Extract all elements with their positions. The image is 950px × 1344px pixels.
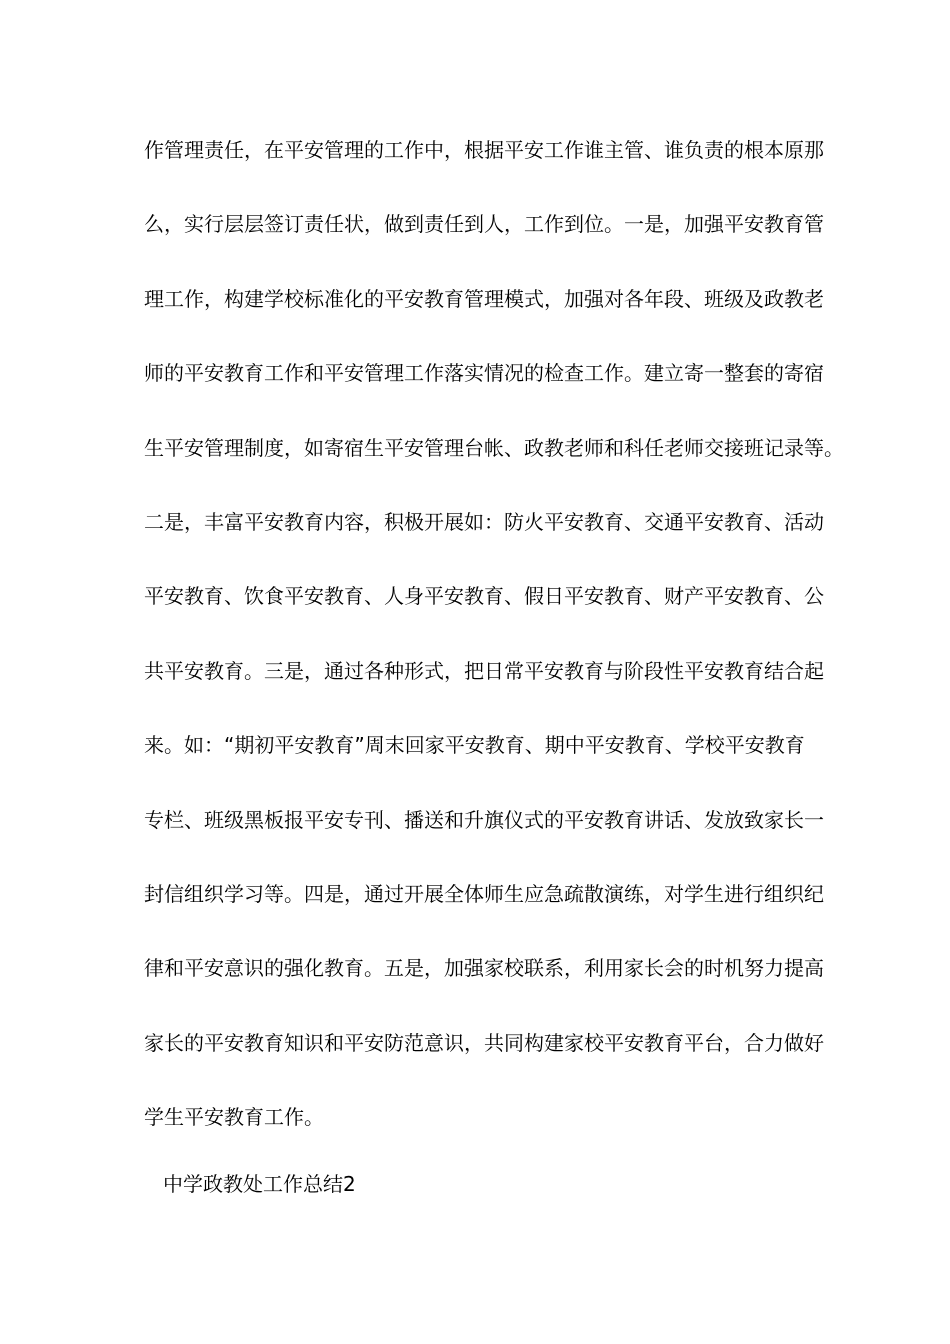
text-line: 家长的平安教育知识和平安防范意识，共同构建家校平安教育平台，合力做好 <box>144 1030 824 1055</box>
text-line: 律和平安意识的强化教育。五是，加强家校联系，利用家长会的时机努力提高 <box>144 956 824 981</box>
text-line: 封信组织学习等。四是，通过开展全体师生应急疏散演练，对学生进行组织纪 <box>144 881 824 906</box>
text-line: 师的平安教育工作和平安管理工作落实情况的检查工作。建立寄一整套的寄宿 <box>144 361 824 386</box>
text-line: 专栏、班级黑板报平安专刊、播送和升旗仪式的平安教育讲话、发放致家长一 <box>144 807 824 832</box>
text-line: 来。如：“期初平安教育”周末回家平安教育、期中平安教育、学校平安教育 <box>144 733 805 758</box>
text-line: 作管理责任，在平安管理的工作中，根据平安工作谁主管、谁负责的根本原那 <box>144 138 824 162</box>
text-line: 二是，丰富平安教育内容，积极开展如：防火平安教育、交通平安教育、活动 <box>144 509 824 534</box>
body-paragraph <box>144 128 844 1169</box>
text-line: 生平安管理制度，如寄宿生平安管理台帐、政教老师和科任老师交接班记录等。 <box>144 435 844 460</box>
text-line: 理工作，构建学校标准化的平安教育管理模式，加强对各年段、班级及政教老 <box>144 286 824 311</box>
text-line: 平安教育、饮食平安教育、人身平安教育、假日平安教育、财产平安教育、公 <box>144 584 824 609</box>
text-line: 共平安教育。三是，通过各种形式，把日常平安教育与阶段性平安教育结合起 <box>144 658 824 683</box>
text-line: 学生平安教育工作。 <box>144 1105 324 1130</box>
text-line: 么，实行层层签订责任状，做到责任到人，工作到位。一是，加强平安教育管 <box>144 212 824 237</box>
section-heading: 中学政教处工作总结2 <box>163 1172 356 1196</box>
